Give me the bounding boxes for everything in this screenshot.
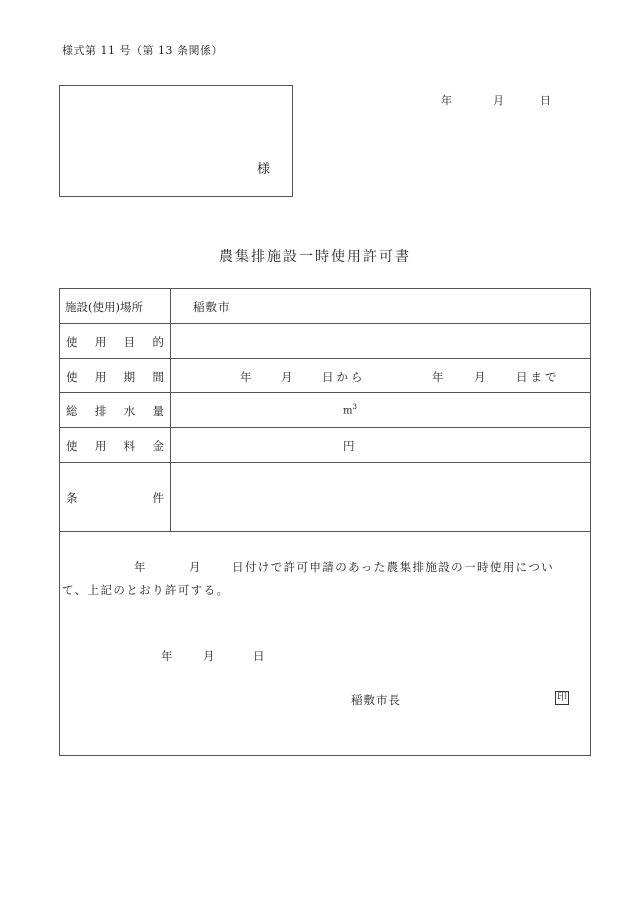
label-place: 施設(使用)場所 [65,300,143,314]
document-title: 農集排施設一時使用許可書 [219,249,411,265]
row-fee [60,428,590,463]
permit-date-month: 月 [203,649,216,663]
volume-unit: $m^3$ [343,403,357,417]
label-fee: 使 用 料 金 [66,439,164,453]
label-cell-place [60,289,171,323]
label-period: 使 用 期 間 [66,370,164,384]
issue-date-year: 年 [441,94,452,107]
row-purpose [60,324,590,359]
label-volume: 総 排 水 量 [66,404,164,418]
label-purpose: 使 用 目 的 [66,335,164,349]
form-number: 様式第 11 号（第 13 条関係） [62,44,223,57]
permit-table [59,288,591,756]
label-cell-purpose [60,324,171,358]
row-volume [60,393,590,428]
seal-stamp: 印 [557,692,567,703]
row-period [60,359,590,393]
place-value: 稲敷市 [193,300,231,314]
permit-line1-text: 日付けで許可申請のあった農集排施設の一時使用につい [232,560,555,574]
issue-date-day: 日 [540,94,551,107]
permit-line2-text: て、上記のとおり許可する。 [62,583,230,597]
permit-line1-year: 年 [134,560,147,574]
purpose-value-field[interactable] [172,324,590,358]
signer-name: 稲敷市長 [351,693,401,707]
addressee-box[interactable] [59,85,293,197]
period-from-month: 月 [281,370,293,384]
period-to-year: 年 [432,370,444,384]
label-cell-period [60,359,171,392]
period-to-day: 日まで [516,370,560,384]
period-from-day: 日から [322,370,366,384]
permit-date-year: 年 [161,649,174,663]
fee-unit: 円 [343,439,355,453]
label-conditions: 条 件 [66,491,164,505]
issue-date-month: 月 [493,94,504,107]
row-place [60,289,590,324]
label-cell-conditions [60,463,171,531]
permit-line1-month: 月 [189,560,202,574]
period-from-year: 年 [240,370,252,384]
conditions-value-field[interactable] [172,463,590,531]
period-to-month: 月 [474,370,486,384]
label-cell-volume [60,393,171,427]
addressee-suffix: 様 [257,162,271,177]
row-conditions [60,463,590,532]
label-cell-fee [60,428,171,462]
permit-date-day: 日 [253,649,266,663]
